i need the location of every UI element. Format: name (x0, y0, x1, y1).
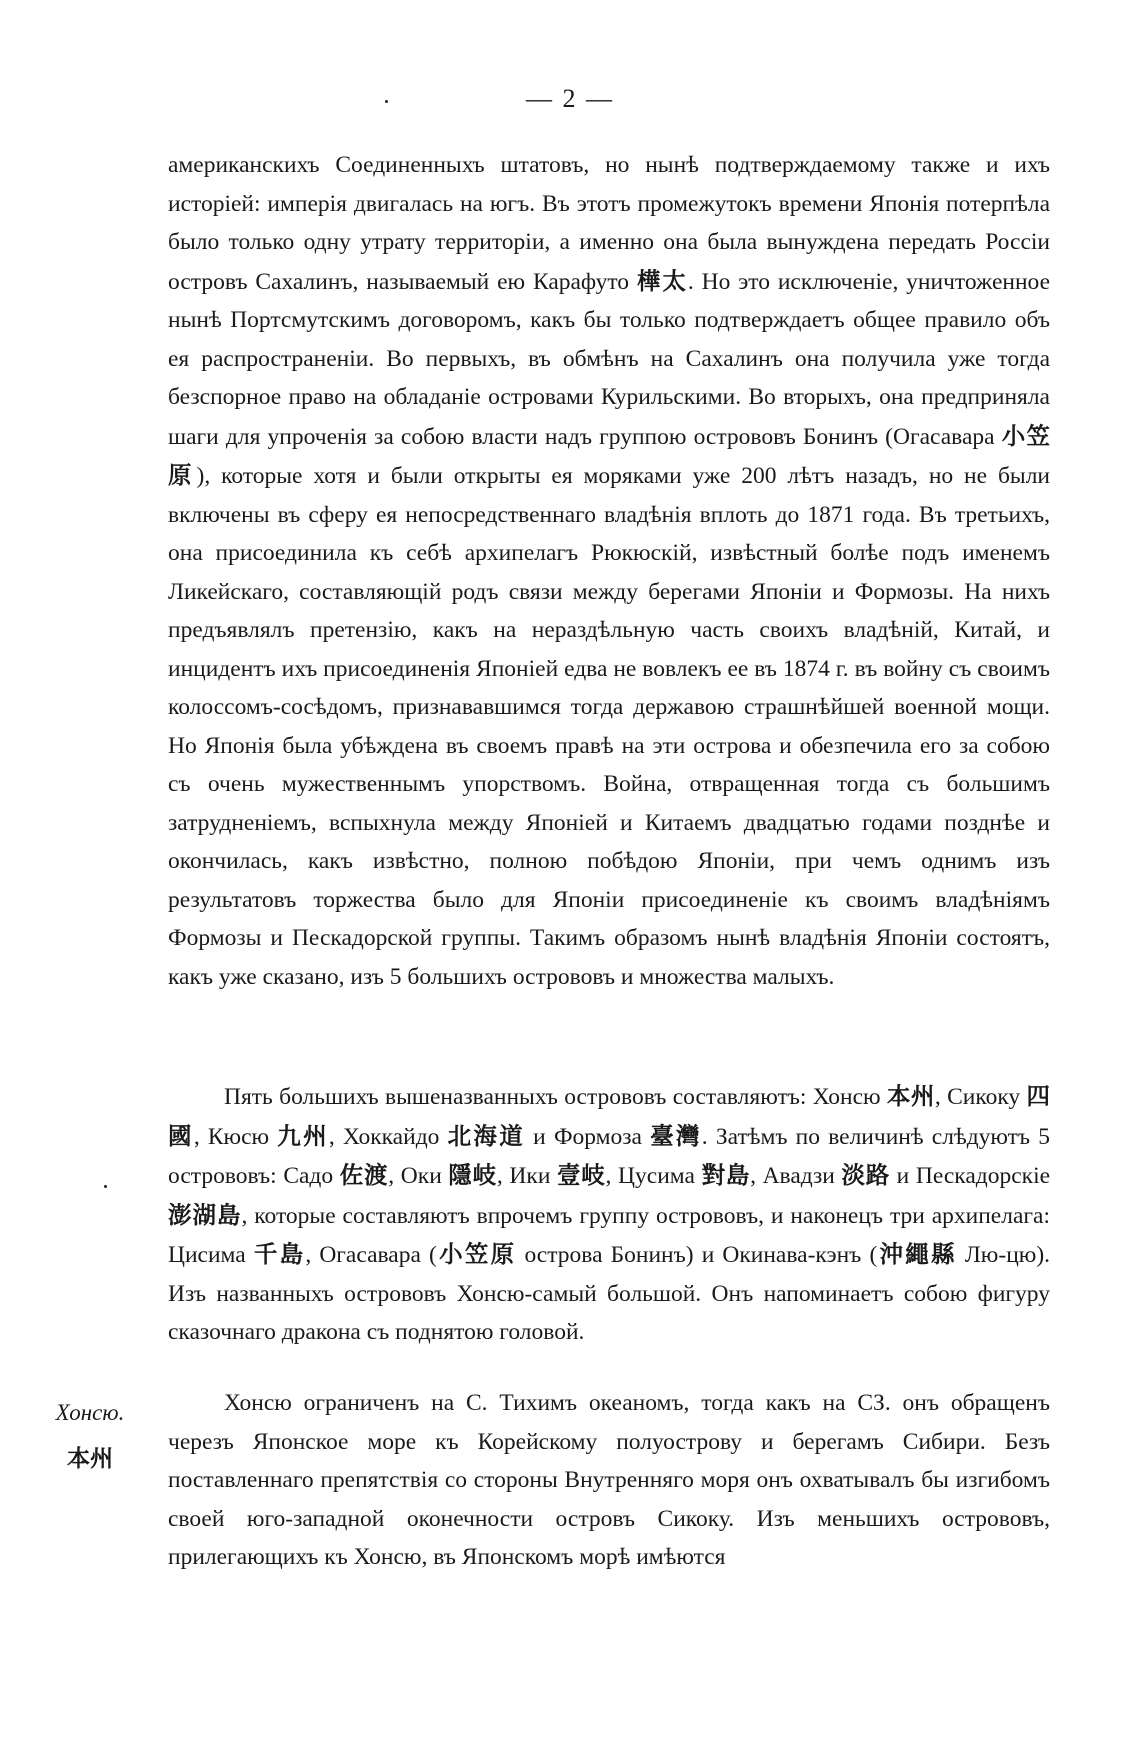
page-speck-2 (385, 100, 388, 103)
paragraph-1 (168, 146, 1050, 996)
text-run: и Пескадорскіе (890, 1163, 1051, 1189)
text-run: , Сикоку (934, 1084, 1027, 1110)
kanji-term: 沖繩縣 (877, 1240, 957, 1268)
text-run: американскихъ Соединенныхъ штатовъ, но нынѣ подтверждаемому также и ихъ исторіей: имперія двигалась на югъ. Въ этотъ промежутокъ времени Японія потерпѣла было только одну утрату территоріи, а именно она была вынуждена передать Россіи островъ Сахалинъ, называемый ею Карафуто (168, 152, 1050, 295)
text-run: , Оки (388, 1163, 449, 1189)
kanji-term: 九州 (277, 1121, 329, 1150)
kanji-term: 本州 (886, 1082, 935, 1110)
text-run: , Ики (496, 1163, 558, 1189)
text-run: . Затѣмъ по величинѣ слѣдуютъ 5 острововъ: Садо (168, 1123, 1051, 1189)
kanji-term: 四國 (168, 1082, 1051, 1150)
text-run: Пять большихъ вышеназванныхъ острововъ составляютъ: Хонсю (224, 1084, 887, 1110)
kanji-term: 淡路 (841, 1161, 891, 1189)
text-run: . Но это исключеніе, уничтоженное нынѣ Портсмутскимъ договоромъ, какъ бы только подтверждаетъ общее правило объ ея распространеніи. Во первыхъ, въ обмѣнъ на Сахалинъ она получила уже тогда безспорное право на обладаніе островами Курильскими. Во вторыхъ, она предприняла шаги для упроченія за собою власти надъ группою острововъ Бонинъ (Огасавара (168, 268, 1050, 450)
text-run: Лю-цю). Изъ названныхъ острововъ Хонсю-самый большой. Онъ напоминаетъ собою фигуру сказочнаго дракона съ поднятою головой. (168, 1242, 1051, 1345)
text-run: , Цусима (605, 1163, 702, 1189)
kanji-term: 對島 (701, 1161, 751, 1189)
paragraph-2 (168, 1077, 1050, 1352)
kanji-term: 千島 (253, 1240, 306, 1268)
text-run: ), которые хотя и были открыты ея моряками уже 200 лѣтъ назадъ, но не были включены въ сферу ея непосредственнаго владѣнія вплоть до 1871 года. Въ третьихъ, она присоединила къ себѣ архипелагъ Рюкюскій, извѣстный болѣе подъ именемъ Ликейскаго, составляющій родъ связи между берегами Японіи и Формозы. На нихъ предъявлялъ претензію, какъ на нераздѣльную часть своихъ владѣній, Китай, и инцидентъ ихъ присоединенія Японіей едва не вовлекъ ее въ 1874 г. въ войну съ своимъ колоссомъ-сосѣдомъ, признававшимся тогда державою страшнѣйшей военной мощи. Но Японія была убѣждена въ своемъ правѣ на эти острова и обезпечила его за собою съ очень мужественнымъ упорствомъ. Война, отвращенная тогда съ большимъ затрудненіемъ, вспыхнула между Японіей и Китаемъ двадцатью годами позднѣе и окончилась, какъ извѣстно, полною побѣдою Японіи, при чемъ однимъ изъ результатовъ торжества было для Японіи присоединеніе къ своимъ владѣніямъ Формозы и Пескадорской группы. Такимъ образомъ нынѣ владѣнія Японіи состоятъ, какъ уже сказано, изъ 5 большихъ острововъ и множества малыхъ. (168, 463, 1051, 990)
kanji-term: 樺太 (636, 266, 688, 295)
kanji-term: 壹岐 (557, 1161, 606, 1189)
text-run: , Хоккайдо (328, 1123, 448, 1150)
text-run: Хонсю ограниченъ на С. Тихимъ океаномъ, тогда какъ на СЗ. онъ обращенъ черезъ Японское море къ Корейскому полуострову и берегамъ Сибири. Безъ поставленнаго препятствія со стороны Внутренняго моря онъ охватывалъ бы изгибомъ своей юго-западной оконечности островъ Сикоку. Изъ меньшихъ острововъ, прилегающихъ къ Хонсю, въ Японскомъ морѣ имѣются (168, 1390, 1050, 1570)
kanji-term: 澎湖島 (168, 1200, 242, 1229)
page-speck-1 (104, 1185, 107, 1188)
text-run: , Кюсю (193, 1123, 278, 1150)
kanji-term: 小笠原 (436, 1240, 517, 1268)
margin-note-title: Хонсю. (55, 1400, 125, 1425)
paragraph-3 (168, 1384, 1050, 1577)
text-run: острова Бонинъ) и Окинава-кэнъ ( (516, 1242, 878, 1268)
margin-note-kanji: 本州 (67, 1446, 113, 1472)
kanji-term: 隱岐 (448, 1161, 497, 1189)
page-number: — 2 — (526, 84, 614, 113)
text-run: , Авадзи (750, 1163, 842, 1189)
text-run: , которые составляютъ впрочемъ группу острововъ, и наконецъ три архипелага: Цисима (168, 1202, 1050, 1268)
kanji-term: 臺灣 (650, 1121, 702, 1150)
kanji-term: 佐渡 (339, 1161, 389, 1189)
kanji-term: 小笠原 (168, 421, 1050, 489)
kanji-term: 北海道 (447, 1121, 525, 1150)
text-run: , Огасавара ( (305, 1242, 437, 1268)
text-run: и Формоза (525, 1123, 651, 1150)
